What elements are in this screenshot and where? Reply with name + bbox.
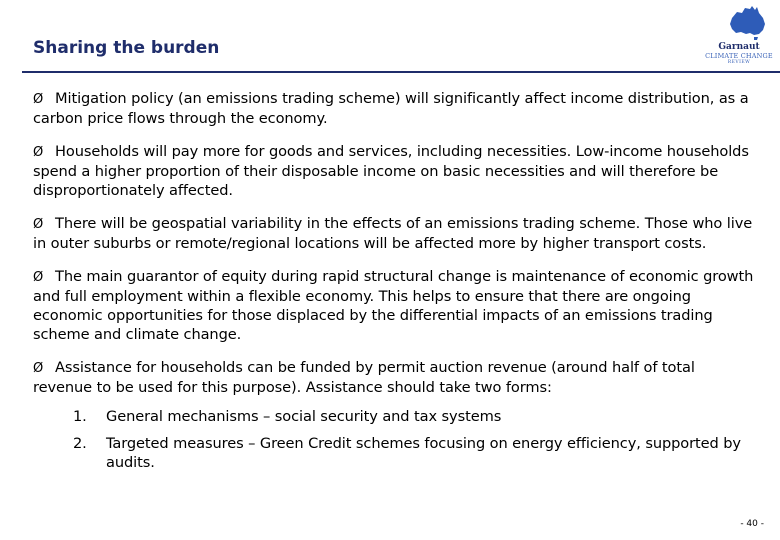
bullet-text: Mitigation policy (an emissions trading scheme) will significantly affect income distribution, as a carbon price flows through the economy. [33,90,749,127]
logo-name: Garnaut [718,42,760,52]
arrow-bullet-icon: Ø [33,361,44,376]
bullet-item [33,89,758,128]
numbered-list [33,407,758,472]
bullet-text: The main guarantor of equity during rapid structural change is maintenance of economic growth and full employment within a flexible economy. This helps to ensure that there are ongoing economic opportunities for those displaced by the differential impacts of an emissions trading scheme and climate change. [33,268,754,343]
page-number: - 40 - [740,519,764,529]
logo-review: REVIEW [727,60,751,65]
item-text: General mechanisms – social security and tax systems [106,408,502,425]
arrow-bullet-icon: Ø [33,92,44,107]
bullet-text: Assistance for households can be funded by permit auction revenue (around half of total revenue to be used for this purpose). Assistance should take two forms: [33,359,695,396]
slide-title: Sharing the burden [33,38,220,58]
arrow-bullet-icon: Ø [33,270,44,285]
numbered-item [33,434,758,472]
item-number: 2. [73,435,87,452]
arrow-bullet-icon: Ø [33,145,44,160]
garnaut-logo [700,4,778,66]
slide-body [33,89,758,480]
arrow-bullet-icon: Ø [33,217,44,232]
bullet-text: Households will pay more for goods and services, including necessities. Low-income households spend a higher proportion of their disposable income on basic necessities and will therefore be disproportionately affected. [33,143,749,199]
bullet-text: There will be geospatial variability in the effects of an emissions trading scheme. Those who live in outer suburbs or remote/regional locations will be affected more by higher transport costs. [33,215,753,252]
item-text: Targeted measures – Green Credit schemes focusing on energy efficiency, supported by audits. [106,435,741,471]
numbered-item [33,407,758,426]
bullet-item [33,142,758,200]
item-number: 1. [73,408,87,425]
title-divider [22,71,780,73]
bullet-item [33,358,758,397]
australia-map-icon [728,4,768,42]
bullet-item [33,214,758,253]
bullet-item [33,267,758,344]
logo-subtitle: CLIMATE CHANGE [705,52,773,60]
